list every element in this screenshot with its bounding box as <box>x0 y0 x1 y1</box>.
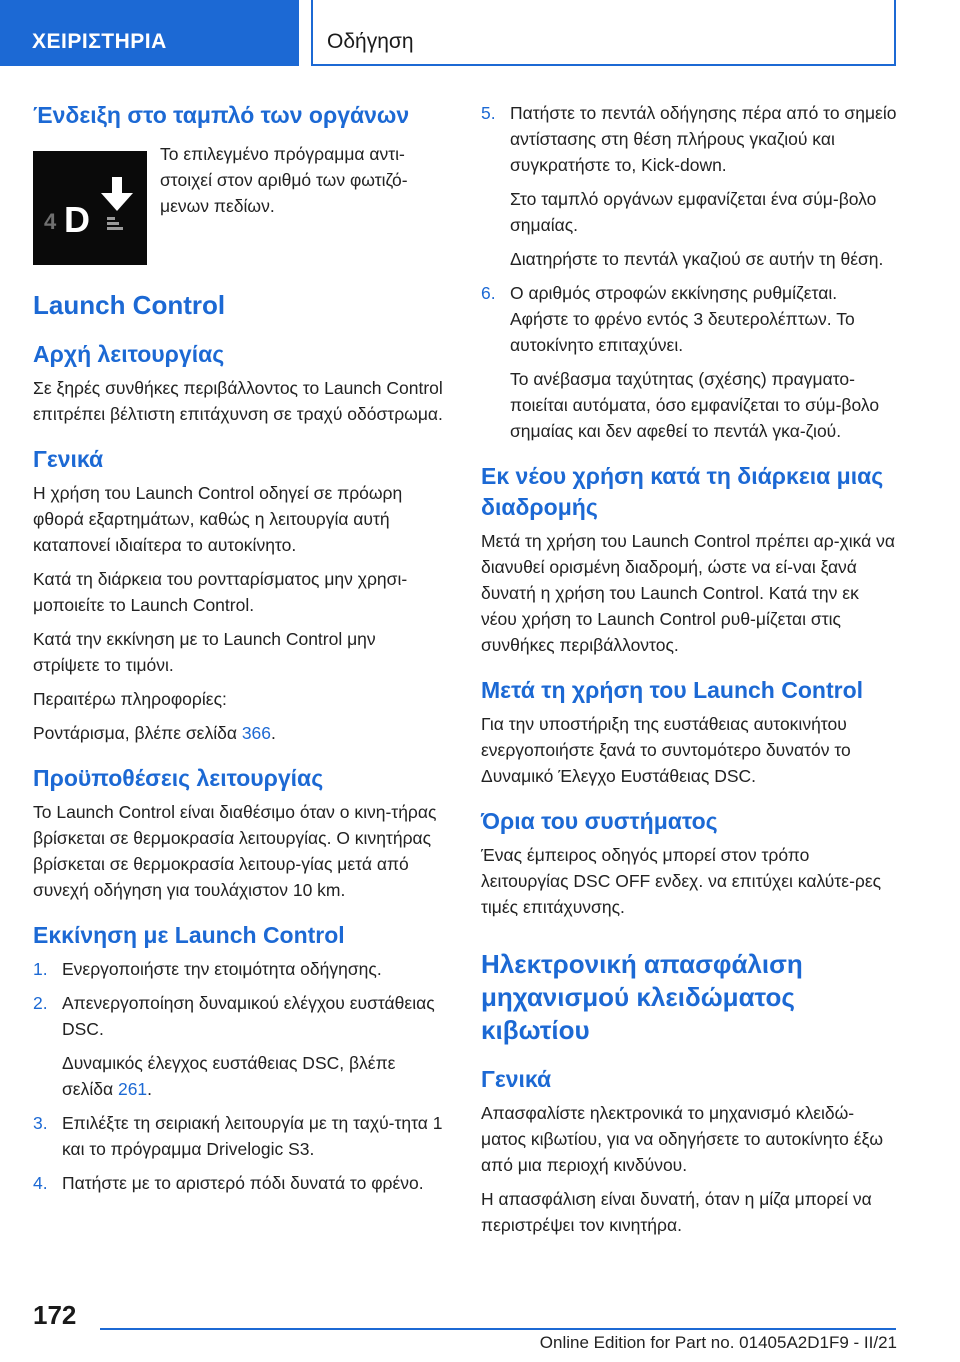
reuse-text: Μετά τη χρήση του Launch Control πρέπει αρ-χικά να διανυθεί ορισμένη διαδρομή, ώστε να εί-ναι ξανά δυνατή η χρήση του Launch Control. Κατά την εκ νέου χρήση το Launch Control ρυθ-μίζεται στις συνθήκες περιβάλλοντος. <box>481 531 895 655</box>
list-item-text: Ο αριθμός στροφών εκκίνησης ρυθμίζεται. Αφήστε το φρένο εντός 3 δευτερολέπτων. Το αυτοκίνητο επιταχύνει. <box>510 283 855 355</box>
step6-subtext-1: Το ανέβασμα ταχύτητας (σχέσης) πραγματο-ποιείται αυτόματα, όσο εμφανίζεται το σύμ-βολο σημαίας και δεν αφεθεί το πεντάλ γκα-ζιού. <box>510 369 880 441</box>
principle-text: Σε ξηρές συνθήκες περιβάλλοντος το Launch Control επιτρέπει βέλτιστη επιτάχυνση σε τραχύ οδόστρωμα. <box>33 378 443 424</box>
section-tab[interactable]: ΧΕΙΡΙΣΤΗΡΙΑ <box>0 0 299 66</box>
display-gear-number: 4 <box>44 209 57 234</box>
chapter-tab[interactable]: Οδήγηση <box>311 0 896 66</box>
heading-transmission-unlock: Ηλεκτρονική απασφάλιση μηχανισμού κλειδώματος κιβωτίου <box>481 949 803 1045</box>
general-p4: Περαιτέρω πληροφορίες: <box>33 689 227 709</box>
general-p3: Κατά την εκκίνηση με το Launch Control μην στρίψετε το τιμόνι. <box>33 629 376 675</box>
heading-unlock-general: Γενικά <box>481 1066 552 1092</box>
heading-launch-control: Launch Control <box>33 290 226 320</box>
svg-text:D: D <box>64 199 90 240</box>
left-column <box>33 100 443 1204</box>
header-tabs <box>0 0 960 66</box>
list-item <box>481 100 899 178</box>
general-p2: Κατά τη διάρκεια του ροντταρίσματος μην χρησι-μοποιείτε το Launch Control. <box>33 569 408 615</box>
list-item <box>33 1170 443 1196</box>
list-item-number: 6. <box>481 283 496 303</box>
page-link-261[interactable]: 261 <box>117 1079 148 1099</box>
unlock-p1: Απασφαλίστε ηλεκτρονικά το μηχανισμό κλειδώ-ματος κιβωτίου, για να οδηγήσετε το αυτοκίνητο έξω από μια περιοχή κινδύνου. <box>481 1103 884 1175</box>
step5-subtext-1: Στο ταμπλό οργάνων εμφανίζεται ένα σύμ-βολο σημαίας. <box>510 189 877 235</box>
heading-principle: Αρχή λειτουργίας <box>33 341 225 367</box>
step5-subtext-2: Διατηρήστε το πεντάλ γκαζιού σε αυτήν τη θέση. <box>510 249 884 269</box>
general-p5 <box>33 720 443 746</box>
list-item-number: 1. <box>33 959 48 979</box>
list-item-number: 2. <box>33 993 48 1013</box>
list-item <box>33 956 443 982</box>
footer-divider <box>100 1328 896 1330</box>
general-p5-end: . <box>271 723 276 743</box>
heading-general: Γενικά <box>33 446 104 472</box>
drive-mode-display-image <box>33 151 147 265</box>
list-item-number: 5. <box>481 103 496 123</box>
prerequisites-text: Το Launch Control είναι διαθέσιμο όταν ο κινη-τήρας βρίσκεται σε θερμοκρασία λειτουργίας. Ο κινητήρας βρίσκεται σε θερμοκρασία λειτουρ-γίας μετά από συνεχή οδήγηση για τουλάχιστον 10 km. <box>33 802 437 900</box>
heading-display: Ένδειξη στο ταμπλό των οργάνων <box>33 102 410 128</box>
list-item <box>481 280 899 358</box>
list-item-text: Απενεργοποίηση δυναμικού ελέγχου ευστάθειας DSC. <box>62 993 435 1039</box>
heading-after-use: Μετά τη χρήση του Launch Control <box>481 677 864 703</box>
list-item-text: Επιλέξτε τη σειριακή λειτουργία με τη ταχύ-τητα 1 και το πρόγραμμα Drivelogic S3. <box>62 1113 443 1159</box>
general-p5-text: Ροντάρισμα, βλέπε σελίδα <box>33 723 242 743</box>
right-column <box>481 100 899 1246</box>
heading-system-limits: Όρια του συστήματος <box>481 808 718 834</box>
list-item-number: 4. <box>33 1173 48 1193</box>
page-link-366[interactable]: 366 <box>241 723 272 743</box>
list-item-text: Πατήστε το πεντάλ οδήγησης πέρα από το σημείο αντίστασης στη θέση πλήρους γκαζιού και συγκρατήστε το, Kick-down. <box>510 103 897 175</box>
list-item <box>33 1110 443 1162</box>
heading-start-launch-control: Εκκίνηση με Launch Control <box>33 922 345 948</box>
heading-reuse: Εκ νέου χρήση κατά τη διάρκεια μιας διαδρομής <box>481 463 884 520</box>
drive-mode-icon <box>33 151 147 265</box>
display-text: Το επιλεγμένο πρόγραμμα αντι-στοιχεί στον αριθμό των φωτιζό-μενων πεδίων. <box>160 144 408 216</box>
list-item-number: 3. <box>33 1113 48 1133</box>
unlock-p2: Η απασφάλιση είναι δυνατή, όταν η μίζα μπορεί να περιστρέψει τον κινητήρα. <box>481 1189 872 1235</box>
step2-subtext-end: . <box>147 1079 153 1099</box>
list-item-text: Ενεργοποιήστε την ετοιμότητα οδήγησης. <box>62 959 382 979</box>
list-item-text: Πατήστε με το αριστερό πόδι δυνατά το φρένο. <box>62 1173 424 1193</box>
list-item <box>33 990 443 1042</box>
system-limits-text: Ένας έμπειρος οδηγός μπορεί στον τρόπο λειτουργίας DSC OFF ενδεχ. να επιτύχει καλύτε-ρες τιμές επιτάχυνσης. <box>481 845 882 917</box>
display-intro <box>33 141 443 261</box>
edition-footer: Online Edition for Part no. 01405A2D1F9 - II/21 <box>539 1333 897 1352</box>
page-number: 172 <box>33 1300 77 1330</box>
after-use-text: Για την υποστήριξη της ευστάθειας αυτοκινήτου ενεργοποιήστε ξανά το συντομότερο δυνατόν το Δυναμικό Έλεγχο Ευστάθειας DSC. <box>481 714 851 786</box>
step2-subtext-text: Δυναμικός έλεγχος ευστάθειας DSC, βλέπε σελίδα <box>62 1053 396 1099</box>
step2-subtext <box>33 1050 443 1102</box>
heading-prerequisites: Προϋποθέσεις λειτουργίας <box>33 765 324 791</box>
general-p1: Η χρήση του Launch Control οδηγεί σε πρόωρη φθορά εξαρτημάτων, καθώς η λειτουργία αυτή καταπονεί ιδιαίτερα το αυτοκίνητο. <box>33 483 403 555</box>
